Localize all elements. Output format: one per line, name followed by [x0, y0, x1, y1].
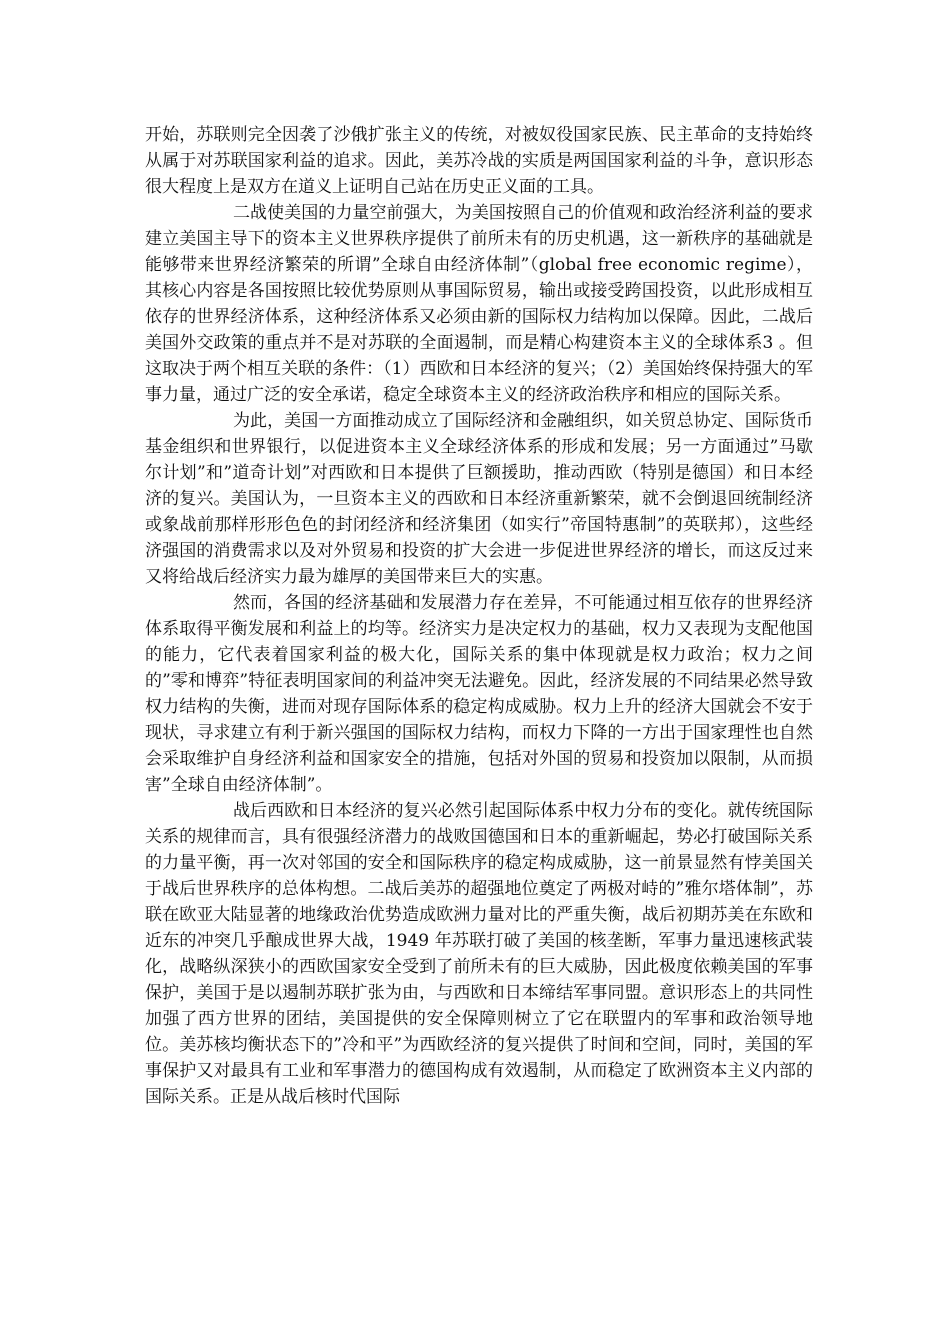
paragraph-4: 然而，各国的经济基础和发展潜力存在差异，不可能通过相互依存的世界经济体系取得平衡发展和利益上的均等。经济实力是决定权力的基础，权力又表现为支配他国的能力，它代表着国家利益的极大化，国际关系的集中体现就是权力政治；权力之间的”零和博弈”特征表明国家间的利益冲突无法避免。因此，经济发展的不同结果必然导致权力结构的失衡，进而对现存国际体系的稳定构成威胁。权力上升的经济大国就会不安于现状，寻求建立有利于新兴强国的国际权力结构，而权力下降的一方出于国家理性也自然会采取维护自身经济利益和国家安全的措施，包括对外国的贸易和投资加以限制，从而损害”全球自由经济体制”。: [145, 593, 813, 795]
paragraph-2: 二战使美国的力量空前强大，为美国按照自己的价值观和政治经济利益的要求建立美国主导下的资本主义世界秩序提供了前所未有的历史机遇，这一新秩序的基础就是能够带来世界经济繁荣的所谓”全球自由经济体制”（global free economic regime），其核心内容是各国按照比较优势原则从事国际贸易，输出或接受跨国投资，以此形成相互依存的世界经济体系，这种经济体系又必须由新的国际权力结构加以保障。因此，二战后美国外交政策的重点并不是对苏联的全面遏制，而是精心构建资本主义的全球体系3 。但这取决于两个相互关联的条件：（1）西欧和日本经济的复兴；（2）美国始终保持强大的军事力量，通过广泛的安全承诺，稳定全球资本主义的经济政治秩序和相应的国际关系。: [145, 203, 813, 405]
paragraph-1: 开始，苏联则完全因袭了沙俄扩张主义的传统，对被奴役国家民族、民主革命的支持始终从属于对苏联国家利益的追求。因此，美苏冷战的实质是两国国家利益的斗争，意识形态很大程度上是双方在道义上证明自己站在历史正义面的工具。: [145, 125, 813, 197]
paragraph-3: 为此，美国一方面推动成立了国际经济和金融组织，如关贸总协定、国际货币基金组织和世界银行，以促进资本主义全球经济体系的形成和发展；另一方面通过”马歇尔计划”和”道奇计划”对西欧和日本提供了巨额援助，推动西欧（特别是德国）和日本经济的复兴。美国认为，一旦资本主义的西欧和日本经济重新繁荣，就不会倒退回统制经济或象战前那样形形色色的封闭经济和经济集团（如实行”帝国特惠制”的英联邦），这些经济强国的消费需求以及对外贸易和投资的扩大会进一步促进世界经济的增长，而这反过来又将给战后经济实力最为雄厚的美国带来巨大的实惠。: [145, 411, 813, 587]
document-page: [145, 122, 813, 1110]
paragraph-5: 战后西欧和日本经济的复兴必然引起国际体系中权力分布的变化。就传统国际关系的规律而言，具有很强经济潜力的战败国德国和日本的重新崛起，势必打破国际关系的力量平衡，再一次对邻国的安全和国际秩序的稳定构成威胁，这一前景显然有悖美国关于战后世界秩序的总体构想。二战后美苏的超强地位奠定了两极对峙的”雅尔塔体制”，苏联在欧亚大陆显著的地缘政治优势造成欧洲力量对比的严重失衡，战后初期苏美在东欧和近东的冲突几乎酿成世界大战，1949 年苏联打破了美国的核垄断，军事力量迅速核武装化，战略纵深狭小的西欧国家安全受到了前所未有的巨大威胁，因此极度依赖美国的军事保护，美国于是以遏制苏联扩张为由，与西欧和日本缔结军事同盟。意识形态上的共同性加强了西方世界的团结，美国提供的安全保障则树立了它在联盟内的军事和政治领导地位。美苏核均衡状态下的”冷和平”为西欧经济的复兴提供了时间和空间，同时，美国的军事保护又对最具有工业和军事潜力的德国构成有效遏制，从而稳定了欧洲资本主义内部的国际关系。正是从战后核时代国际: [145, 801, 813, 1107]
